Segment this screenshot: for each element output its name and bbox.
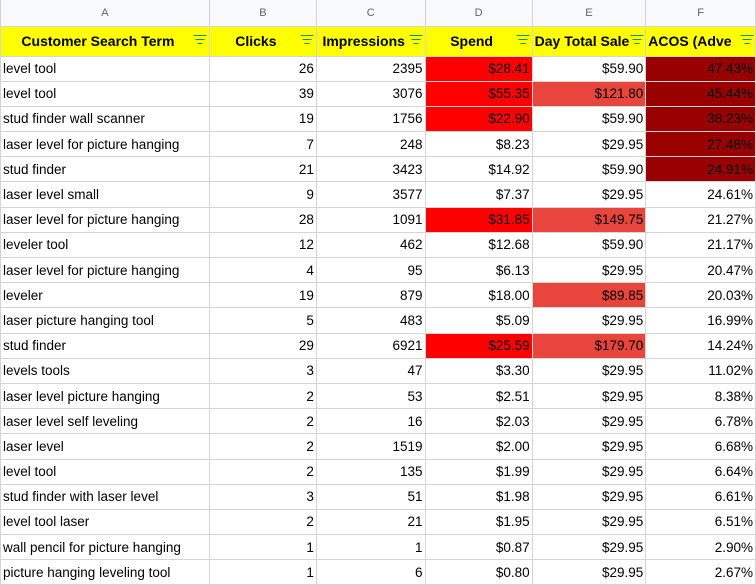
cell-spend[interactable]: $55.35 xyxy=(425,81,532,106)
table-row xyxy=(1,182,756,207)
cell-impressions[interactable]: 51 xyxy=(316,484,425,509)
cell-term[interactable]: laser level for picture hanging xyxy=(1,207,210,232)
cell-spend[interactable]: $14.92 xyxy=(425,157,532,182)
cell-term[interactable]: leveler xyxy=(1,283,210,308)
cell-sales[interactable]: $29.95 xyxy=(532,358,646,383)
table-row xyxy=(1,560,756,585)
cell-sales[interactable]: $59.90 xyxy=(532,106,646,131)
table-row xyxy=(1,509,756,534)
cell-term[interactable]: stud finder with laser level xyxy=(1,484,210,509)
table-row xyxy=(1,434,756,459)
cell-clicks[interactable]: 2 xyxy=(209,434,316,459)
cell-spend[interactable]: $12.68 xyxy=(425,232,532,257)
cell-clicks[interactable]: 7 xyxy=(209,132,316,157)
cell-spend[interactable]: $7.37 xyxy=(425,182,532,207)
cell-impressions[interactable]: 16 xyxy=(316,409,425,434)
cell-clicks[interactable]: 4 xyxy=(209,258,316,283)
cell-acos[interactable]: 6.61% xyxy=(646,484,756,509)
cell-term[interactable]: level tool xyxy=(1,81,210,106)
cell-spend[interactable]: $28.41 xyxy=(425,56,532,81)
cell-acos[interactable]: 21.17% xyxy=(646,232,756,257)
cell-acos[interactable]: 24.61% xyxy=(646,182,756,207)
cell-sales[interactable]: $29.95 xyxy=(532,509,646,534)
table-row xyxy=(1,106,756,131)
cell-sales[interactable]: $59.90 xyxy=(532,56,646,81)
cell-spend[interactable]: $2.03 xyxy=(425,409,532,434)
column-letter[interactable]: B xyxy=(209,0,316,26)
header-cell[interactable] xyxy=(646,26,756,56)
cell-sales[interactable]: $29.95 xyxy=(532,383,646,408)
table-row xyxy=(1,409,756,434)
cell-term[interactable]: stud finder xyxy=(1,157,210,182)
cell-impressions[interactable]: 53 xyxy=(316,383,425,408)
cell-impressions[interactable]: 21 xyxy=(316,509,425,534)
cell-impressions[interactable]: 3577 xyxy=(316,182,425,207)
filter-icon[interactable] xyxy=(630,34,643,46)
header-label: Day Total Sale xyxy=(534,33,630,49)
cell-acos[interactable]: 2.90% xyxy=(646,535,756,560)
cell-impressions[interactable]: 879 xyxy=(316,283,425,308)
cell-sales[interactable]: $89.85 xyxy=(532,283,646,308)
cell-spend[interactable]: $5.09 xyxy=(425,308,532,333)
cell-clicks[interactable]: 2 xyxy=(209,509,316,534)
cell-sales[interactable]: $29.95 xyxy=(532,560,646,585)
cell-term[interactable]: laser picture hanging tool xyxy=(1,308,210,333)
header-cell[interactable] xyxy=(209,26,316,56)
cell-sales[interactable]: $29.95 xyxy=(532,535,646,560)
cell-term[interactable]: laser level picture hanging xyxy=(1,383,210,408)
cell-clicks[interactable]: 28 xyxy=(209,207,316,232)
cell-clicks[interactable]: 5 xyxy=(209,308,316,333)
cell-impressions[interactable]: 483 xyxy=(316,308,425,333)
cell-spend[interactable]: $8.23 xyxy=(425,132,532,157)
cell-sales[interactable]: $149.75 xyxy=(532,207,646,232)
cell-sales[interactable]: $29.95 xyxy=(532,434,646,459)
cell-acos[interactable]: 6.78% xyxy=(646,409,756,434)
cell-spend[interactable]: $2.51 xyxy=(425,383,532,408)
cell-term[interactable]: laser level small xyxy=(1,182,210,207)
cell-spend[interactable]: $31.85 xyxy=(425,207,532,232)
cell-impressions[interactable]: 248 xyxy=(316,132,425,157)
cell-clicks[interactable]: 26 xyxy=(209,56,316,81)
cell-term[interactable]: laser level self leveling xyxy=(1,409,210,434)
filter-icon[interactable] xyxy=(410,34,423,46)
cell-term[interactable]: wall pencil for picture hanging xyxy=(1,535,210,560)
cell-acos[interactable]: 2.67% xyxy=(646,560,756,585)
header-cell[interactable] xyxy=(425,26,532,56)
cell-term[interactable]: stud finder xyxy=(1,333,210,358)
cell-acos[interactable]: 38.23% xyxy=(646,106,756,131)
column-letter[interactable]: A xyxy=(1,0,210,26)
cell-spend[interactable]: $3.30 xyxy=(425,358,532,383)
cell-clicks[interactable]: 1 xyxy=(209,560,316,585)
header-row xyxy=(1,26,756,56)
cell-spend[interactable]: $6.13 xyxy=(425,258,532,283)
table-row xyxy=(1,207,756,232)
cell-spend[interactable]: $18.00 xyxy=(425,283,532,308)
cell-acos[interactable]: 24.91% xyxy=(646,157,756,182)
cell-sales[interactable]: $121.80 xyxy=(532,81,646,106)
cell-clicks[interactable]: 19 xyxy=(209,283,316,308)
table-row xyxy=(1,459,756,484)
cell-spend[interactable]: $22.90 xyxy=(425,106,532,131)
column-letter[interactable]: D xyxy=(425,0,532,26)
cell-clicks[interactable]: 12 xyxy=(209,232,316,257)
table-body xyxy=(1,0,756,585)
filter-icon[interactable] xyxy=(517,34,530,46)
filter-icon[interactable] xyxy=(194,34,207,46)
table-row xyxy=(1,484,756,509)
cell-sales[interactable]: $29.95 xyxy=(532,484,646,509)
cell-term[interactable]: picture hanging leveling tool xyxy=(1,560,210,585)
cell-sales[interactable]: $29.95 xyxy=(532,459,646,484)
cell-acos[interactable]: 6.64% xyxy=(646,459,756,484)
header-label: Spend xyxy=(450,33,493,49)
cell-term[interactable]: level tool xyxy=(1,56,210,81)
cell-sales[interactable]: $29.95 xyxy=(532,308,646,333)
cell-impressions[interactable]: 1519 xyxy=(316,434,425,459)
cell-clicks[interactable]: 1 xyxy=(209,535,316,560)
table-row xyxy=(1,383,756,408)
cell-impressions[interactable]: 135 xyxy=(316,459,425,484)
column-letter[interactable]: F xyxy=(646,0,756,26)
cell-spend[interactable]: $25.59 xyxy=(425,333,532,358)
cell-clicks[interactable]: 2 xyxy=(209,383,316,408)
cell-clicks[interactable]: 2 xyxy=(209,459,316,484)
cell-acos[interactable]: 27.48% xyxy=(646,132,756,157)
header-label: Clicks xyxy=(235,33,277,49)
cell-clicks[interactable]: 2 xyxy=(209,409,316,434)
cell-term[interactable]: leveler tool xyxy=(1,232,210,257)
table-row xyxy=(1,81,756,106)
table-row xyxy=(1,535,756,560)
cell-clicks[interactable]: 19 xyxy=(209,106,316,131)
cell-impressions[interactable]: 1 xyxy=(316,535,425,560)
cell-spend[interactable]: $2.00 xyxy=(425,434,532,459)
header-cell[interactable] xyxy=(532,26,646,56)
header-label: Customer Search Term xyxy=(21,33,175,49)
cell-sales[interactable]: $29.95 xyxy=(532,182,646,207)
cell-acos[interactable]: 16.99% xyxy=(646,308,756,333)
cell-clicks[interactable]: 9 xyxy=(209,182,316,207)
cell-impressions[interactable]: 6 xyxy=(316,560,425,585)
table-row xyxy=(1,333,756,358)
cell-acos[interactable]: 47.43% xyxy=(646,56,756,81)
cell-acos[interactable]: 6.68% xyxy=(646,434,756,459)
cell-acos[interactable]: 14.24% xyxy=(646,333,756,358)
cell-spend[interactable]: $0.87 xyxy=(425,535,532,560)
cell-clicks[interactable]: 39 xyxy=(209,81,316,106)
cell-acos[interactable]: 8.38% xyxy=(646,383,756,408)
filter-icon[interactable] xyxy=(301,34,314,46)
cell-term[interactable]: stud finder wall scanner xyxy=(1,106,210,131)
cell-spend[interactable]: $1.99 xyxy=(425,459,532,484)
cell-term[interactable]: laser level xyxy=(1,434,210,459)
cell-impressions[interactable]: 3076 xyxy=(316,81,425,106)
cell-spend[interactable]: $1.95 xyxy=(425,509,532,534)
cell-impressions[interactable]: 462 xyxy=(316,232,425,257)
cell-acos[interactable]: 20.03% xyxy=(646,283,756,308)
column-letter-row xyxy=(1,0,756,26)
table-row xyxy=(1,157,756,182)
cell-term[interactable]: laser level for picture hanging xyxy=(1,258,210,283)
cell-impressions[interactable]: 1756 xyxy=(316,106,425,131)
header-label: Impressions xyxy=(322,33,405,49)
cell-sales[interactable]: $179.70 xyxy=(532,333,646,358)
cell-sales[interactable]: $29.95 xyxy=(532,409,646,434)
cell-sales[interactable]: $29.95 xyxy=(532,258,646,283)
cell-acos[interactable]: 45.44% xyxy=(646,81,756,106)
cell-term[interactable]: laser level for picture hanging xyxy=(1,132,210,157)
table-row xyxy=(1,358,756,383)
cell-impressions[interactable]: 6921 xyxy=(316,333,425,358)
cell-spend[interactable]: $1.98 xyxy=(425,484,532,509)
cell-impressions[interactable]: 47 xyxy=(316,358,425,383)
table-row xyxy=(1,56,756,81)
table-row xyxy=(1,232,756,257)
table-row xyxy=(1,132,756,157)
header-cell[interactable] xyxy=(316,26,425,56)
column-letter[interactable]: C xyxy=(316,0,425,26)
table-row xyxy=(1,283,756,308)
cell-spend[interactable]: $0.80 xyxy=(425,560,532,585)
cell-impressions[interactable]: 2395 xyxy=(316,56,425,81)
cell-clicks[interactable]: 21 xyxy=(209,157,316,182)
cell-acos[interactable]: 21.27% xyxy=(646,207,756,232)
cell-acos[interactable]: 6.51% xyxy=(646,509,756,534)
cell-impressions[interactable]: 95 xyxy=(316,258,425,283)
cell-acos[interactable]: 20.47% xyxy=(646,258,756,283)
cell-term[interactable]: level tool laser xyxy=(1,509,210,534)
cell-term[interactable]: level tool xyxy=(1,459,210,484)
cell-sales[interactable]: $59.90 xyxy=(532,157,646,182)
cell-term[interactable]: levels tools xyxy=(1,358,210,383)
cell-clicks[interactable]: 3 xyxy=(209,484,316,509)
cell-impressions[interactable]: 1091 xyxy=(316,207,425,232)
cell-clicks[interactable]: 29 xyxy=(209,333,316,358)
cell-clicks[interactable]: 3 xyxy=(209,358,316,383)
column-letter[interactable]: E xyxy=(532,0,646,26)
cell-sales[interactable]: $59.90 xyxy=(532,232,646,257)
table-row xyxy=(1,308,756,333)
cell-sales[interactable]: $29.95 xyxy=(532,132,646,157)
table-row xyxy=(1,258,756,283)
filter-icon[interactable] xyxy=(740,34,753,46)
header-label: ACOS (Adve xyxy=(648,33,732,49)
cell-acos[interactable]: 11.02% xyxy=(646,358,756,383)
cell-impressions[interactable]: 3423 xyxy=(316,157,425,182)
header-cell[interactable] xyxy=(1,26,210,56)
